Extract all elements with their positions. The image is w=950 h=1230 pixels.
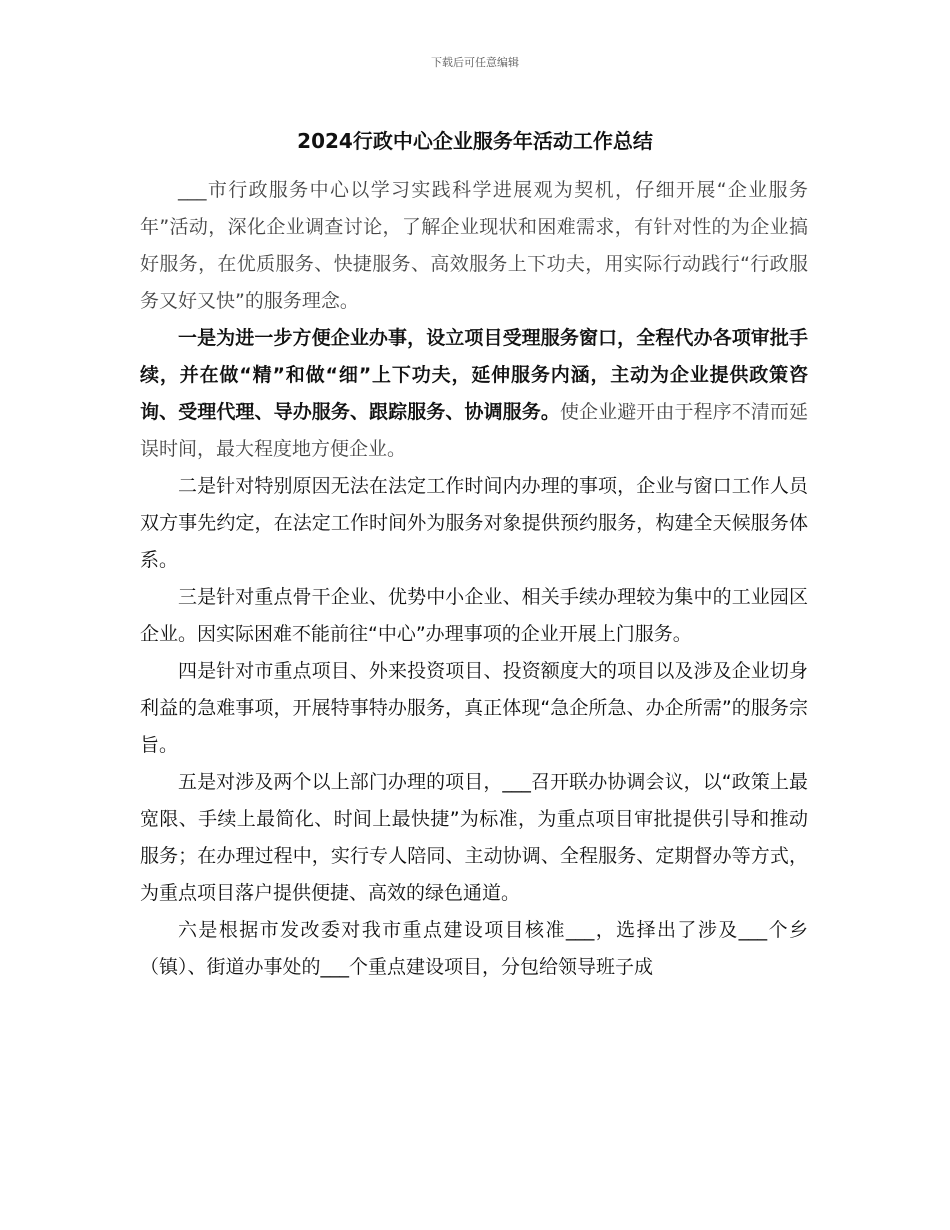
document-body [140,172,808,986]
paragraph-2 [140,468,808,579]
paragraph-4 [140,653,808,764]
paragraph-text: 使企业避开由于程序不清而延误时间，最大程度地方便企业。 [140,401,808,460]
paragraph-1 [140,320,808,468]
paragraph-text: ___市行政服务中心以学习实践科学进展观为契机，仔细开展“企业服务年”活动，深化企业调查讨论，了解企业现状和困难需求，有针对性的为企业搞好服务，在优质服务、快捷服务、高效服务上下功夫，用实际行动践行“行政服务又好又快”的服务理念。 [140,179,808,312]
document-title: 2024行政中心企业服务年活动工作总结 [297,129,653,153]
paragraph-bold-text: 一是为进一步方便企业办事，设立项目受理服务窗口，全程代办各项审批手续，并在做“精”和做“细”上下功夫，延伸服务内涵，主动为企业提供政策咨询、受理代理、导办服务、跟踪服务、协调服务。 [140,327,808,423]
paragraph-5 [140,764,808,912]
paragraph-text: 四是针对市重点项目、外来投资项目、投资额度大的项目以及涉及企业切身利益的急难事项，开展特事特办服务，真正体现“急企所急、办企所需”的服务宗旨。 [140,660,808,756]
paragraph-text: 二是针对特别原因无法在法定工作时间内办理的事项，企业与窗口工作人员双方事先约定，在法定工作时间外为服务对象提供预约服务，构建全天候服务体系。 [140,475,808,571]
header-note: 下载后可任意编辑 [431,56,519,69]
paragraph-text: 三是针对重点骨干企业、优势中小企业、相关手续办理较为集中的工业园区企业。因实际困难不能前往“中心”办理事项的企业开展上门服务。 [140,586,808,645]
paragraph-intro [140,172,808,320]
paragraph-text: 六是根据市发改委对我市重点建设项目核准___，选择出了涉及___个乡（镇）、街道办事处的___个重点建设项目，分包给领导班子成 [140,919,808,978]
paragraph-6 [140,912,808,986]
paragraph-3 [140,579,808,653]
paragraph-text: 五是对涉及两个以上部门办理的项目，___召开联办协调会议，以“政策上最宽限、手续上最简化、时间上最快捷”为标准，为重点项目审批提供引导和推动服务；在办理过程中，实行专人陪同、主动协调、全程服务、定期督办等方式，为重点项目落户提供便捷、高效的绿色通道。 [140,771,808,904]
